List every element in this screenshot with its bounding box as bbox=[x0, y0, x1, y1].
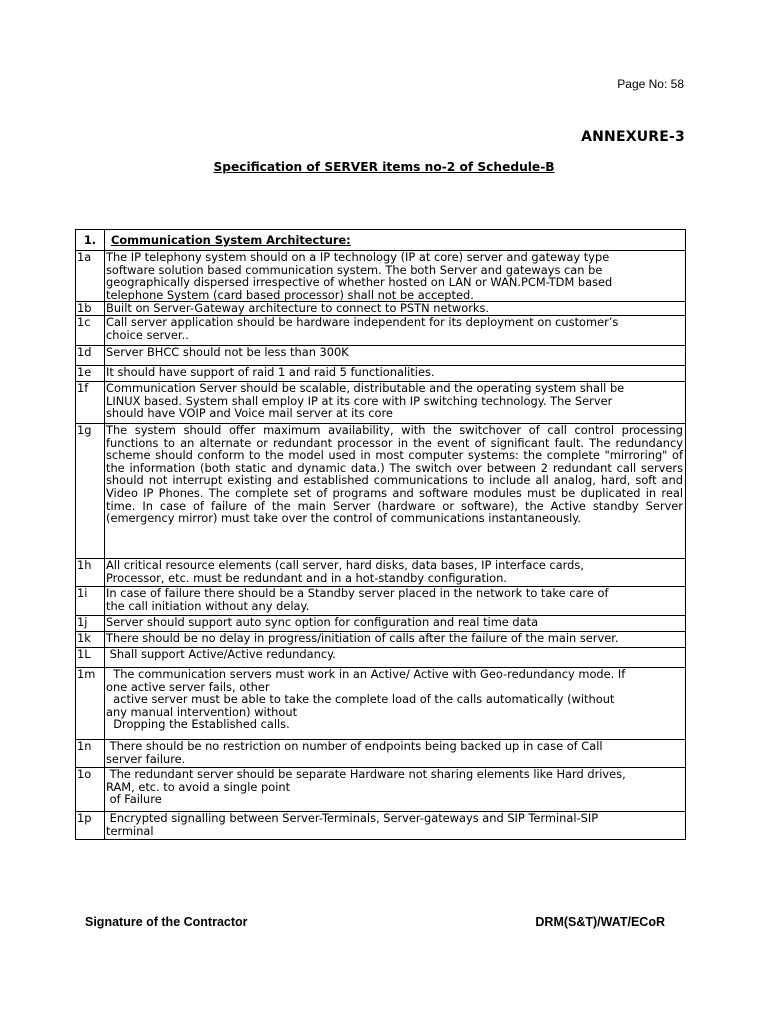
description-line: Dropping the Established calls. bbox=[106, 717, 290, 732]
description-line: Shall support Active/Active redundancy. bbox=[106, 647, 336, 661]
page-number: Page No: 58 bbox=[617, 77, 684, 91]
description-line: It should have support of raid 1 and raid 5 functionalities. bbox=[106, 365, 435, 379]
table-row bbox=[76, 647, 686, 667]
description-line: Communication Server should be scalable, distributable and the operating system shall be bbox=[106, 381, 625, 395]
description-line: server failure. bbox=[106, 751, 186, 766]
description-line: of Failure bbox=[106, 792, 162, 807]
item-description bbox=[105, 631, 686, 647]
section-number: 1. bbox=[76, 230, 105, 251]
table-row bbox=[76, 739, 686, 767]
item-description bbox=[105, 558, 686, 586]
section-heading-cell bbox=[105, 230, 686, 251]
item-number: 1g bbox=[76, 423, 105, 558]
item-number: 1p bbox=[76, 811, 105, 839]
item-description bbox=[105, 647, 686, 667]
description-line: one active server fails, other bbox=[106, 679, 270, 694]
item-number: 1L bbox=[76, 647, 105, 667]
item-number: 1m bbox=[76, 667, 105, 739]
item-number: 1a bbox=[76, 251, 105, 302]
item-number: 1o bbox=[76, 767, 105, 811]
description-line: the call initiation without any delay. bbox=[106, 598, 310, 613]
item-number: 1j bbox=[76, 615, 105, 631]
description-line: The redundant server should be separate Hardware not sharing elements like Hard drives, bbox=[106, 767, 626, 781]
description-line: geographically dispersed irrespective of whether hosted on LAN or WAN.PCM-TDM based bbox=[106, 275, 613, 290]
item-description bbox=[105, 739, 686, 767]
description-line: software solution based communication system. The both Server and gateways can be bbox=[106, 262, 603, 277]
description-line: Call server application should be hardware independent for its deployment on customer’s bbox=[106, 315, 619, 329]
table-row bbox=[76, 381, 686, 423]
item-number: 1h bbox=[76, 558, 105, 586]
table-row bbox=[76, 586, 686, 615]
item-description bbox=[105, 315, 686, 345]
item-number: 1f bbox=[76, 381, 105, 423]
table-row bbox=[76, 423, 686, 558]
table-row bbox=[76, 558, 686, 586]
item-number: 1e bbox=[76, 365, 105, 381]
description-line: All critical resource elements (call server, hard disks, data bases, IP interface cards, bbox=[106, 558, 584, 572]
description-line: telephone System (card based processor) shall not be accepted. bbox=[106, 287, 474, 302]
table-row bbox=[76, 615, 686, 631]
description-line: There should be no restriction on number of endpoints being backed up in case of Call bbox=[106, 739, 603, 753]
item-description bbox=[105, 767, 686, 811]
description-line: The IP telephony system should on a IP technology (IP at core) server and gateway type bbox=[106, 250, 610, 264]
description-line: choice server.. bbox=[106, 327, 189, 342]
section-header-row bbox=[76, 230, 686, 251]
item-number: 1b bbox=[76, 302, 105, 316]
description-line: Processor, etc. must be redundant and in a hot-standby configuration. bbox=[106, 570, 507, 585]
table-row bbox=[76, 345, 686, 365]
description-line: any manual intervention) without bbox=[106, 704, 298, 719]
item-description bbox=[105, 302, 686, 316]
table-row bbox=[76, 251, 686, 302]
item-description bbox=[105, 811, 686, 839]
item-number: 1k bbox=[76, 631, 105, 647]
item-number: 1d bbox=[76, 345, 105, 365]
description-line: There should be no delay in progress/initiation of calls after the failure of the main server. bbox=[106, 631, 619, 645]
table-row bbox=[76, 315, 686, 345]
description-line: LINUX based. System shall employ IP at its core with IP switching technology. The Server bbox=[106, 393, 613, 408]
contractor-signature-label: Signature of the Contractor bbox=[85, 915, 248, 929]
section-heading: Communication System Architecture: bbox=[111, 232, 351, 247]
item-number: 1i bbox=[76, 586, 105, 615]
description-line: terminal bbox=[106, 823, 154, 838]
item-description bbox=[105, 345, 686, 365]
item-number: 1c bbox=[76, 315, 105, 345]
description-line: Server should support auto sync option for configuration and real time data bbox=[106, 615, 539, 629]
description-line: Server BHCC should not be less than 300K bbox=[106, 345, 349, 359]
item-description: The system should offer maximum availability, with the switchover of call control processing functions to an alternate or redundant processor in the event of significant fault. The redundancy scheme should conform to the model used in most computer systems: the complete "mirroring" of the information (both static and dynamic data.) The switch over between 2 redundant call servers should not interrupt existing and established communications to include all analog, hard, soft and Video IP Phones. The complete set of programs and software modules must be duplicated in real time. In case of failure of the main Server (hardware or software), the Active standby Server (emergency mirror) must take over the control of communications instantaneously. bbox=[105, 423, 686, 558]
specification-table bbox=[75, 229, 686, 840]
table-row bbox=[76, 667, 686, 739]
item-description bbox=[105, 251, 686, 302]
item-description bbox=[105, 365, 686, 381]
table-row bbox=[76, 767, 686, 811]
description-line: RAM, etc. to avoid a single point bbox=[106, 779, 291, 794]
item-description bbox=[105, 667, 686, 739]
description-line: Built on Server-Gateway architecture to connect to PSTN networks. bbox=[106, 301, 490, 316]
drm-signature-label: DRM(S&T)/WAT/ECoR bbox=[535, 915, 665, 929]
document-title: Specification of SERVER items no-2 of Schedule-B bbox=[213, 160, 555, 174]
description-line: Encrypted signalling between Server-Terminals, Server-gateways and SIP Terminal-SIP bbox=[106, 811, 599, 825]
table-row bbox=[76, 631, 686, 647]
description-line: active server must be able to take the complete load of the calls automatically (without bbox=[106, 692, 615, 707]
table-row bbox=[76, 302, 686, 316]
annexure-heading: ANNEXURE-3 bbox=[581, 129, 685, 145]
item-description bbox=[105, 615, 686, 631]
item-description bbox=[105, 381, 686, 423]
item-number: 1n bbox=[76, 739, 105, 767]
table-row bbox=[76, 365, 686, 381]
item-description bbox=[105, 586, 686, 615]
description-line: should have VOIP and Voice mail server at its core bbox=[106, 406, 393, 421]
table-row bbox=[76, 811, 686, 839]
description-line: The communication servers must work in an Active/ Active with Geo-redundancy mode. If bbox=[106, 667, 626, 681]
description-line: In case of failure there should be a Standby server placed in the network to take care of bbox=[106, 586, 609, 600]
